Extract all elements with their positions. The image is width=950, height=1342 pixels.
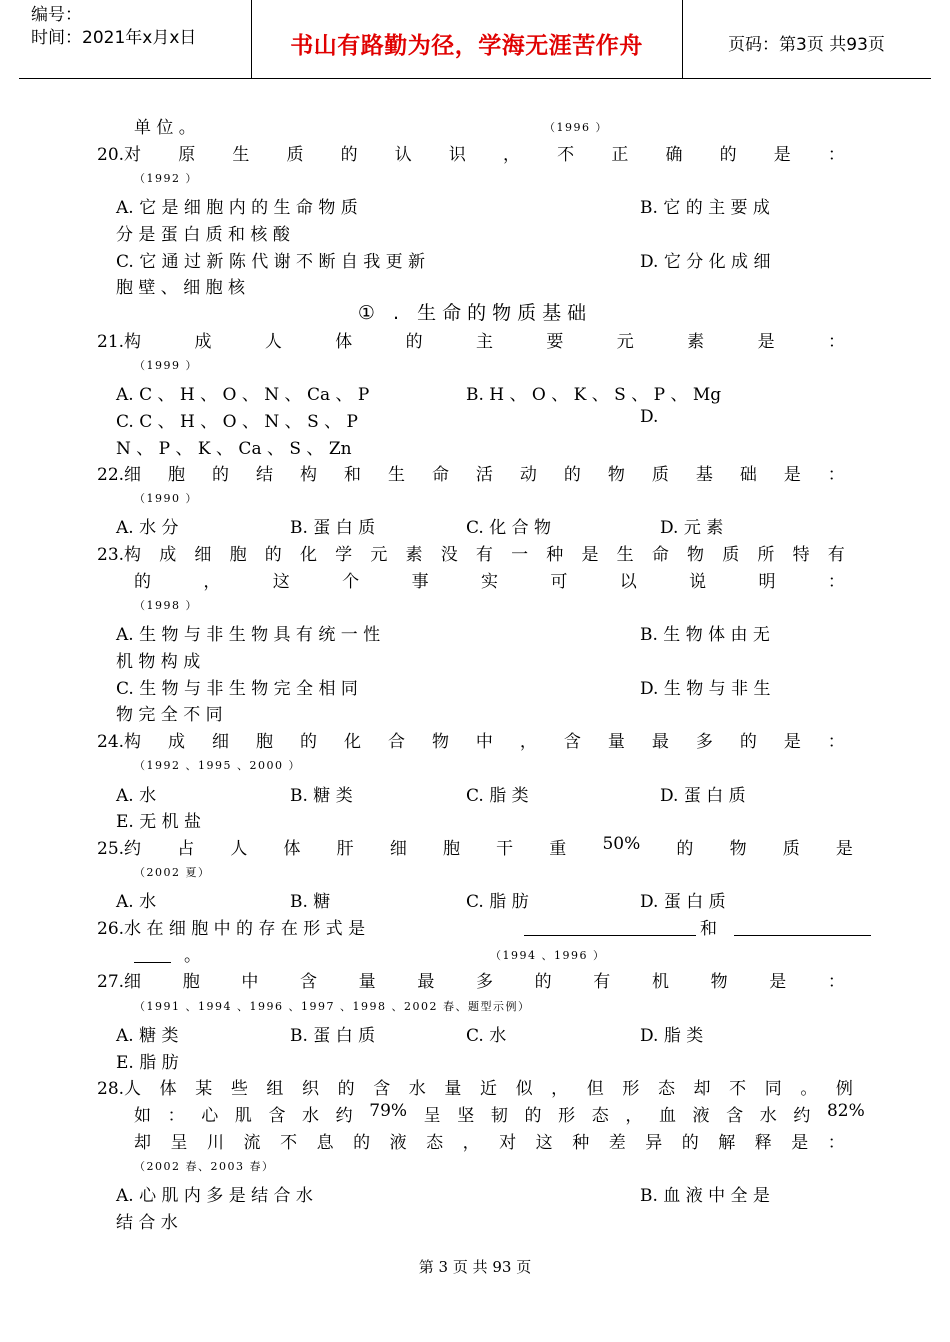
text-token: 是 xyxy=(581,545,599,565)
text-token: 物 xyxy=(431,732,449,752)
text-token: 的 xyxy=(340,145,358,165)
text-token: 79% xyxy=(369,1101,408,1121)
document-date-label: 时间：2021年x月x日 xyxy=(31,28,197,48)
text-token: 物 xyxy=(729,839,747,859)
text-token: 生 xyxy=(387,465,405,485)
text-token: 23.构 xyxy=(97,545,142,565)
page-footer: 第 3 页 共 93 页 xyxy=(418,1258,532,1276)
text-token: ： xyxy=(827,465,845,485)
text-token: ， xyxy=(203,572,221,592)
option-b: B. 蛋 白 质 xyxy=(290,1026,376,1046)
text-line xyxy=(0,113,950,143)
text-token: 正 xyxy=(611,145,629,165)
year-note: （1999 ） xyxy=(134,359,198,372)
question-28-stem xyxy=(97,1074,853,1104)
option-d: D. 它 分 化 成 细 xyxy=(640,252,771,272)
text-token: 胞 xyxy=(442,839,460,859)
text-token: 是 xyxy=(791,1133,809,1153)
text-token: 肌 xyxy=(234,1106,252,1126)
text-token: 多 xyxy=(475,972,493,992)
text-token: 主 xyxy=(476,332,493,352)
text-token: 心 xyxy=(201,1106,219,1126)
text-token: 构 xyxy=(299,465,317,485)
option-a: A. C 、 H 、 O 、 N 、 Ca 、 P xyxy=(116,385,370,405)
text-token: 命 xyxy=(431,465,449,485)
option-b-continued: 机 物 构 成 xyxy=(116,652,201,672)
option-d: D. 蛋 白 质 xyxy=(640,892,726,912)
text-token: 却 xyxy=(134,1133,151,1153)
text-token: 例 xyxy=(835,1079,853,1099)
question-26-text: 26.水 在 细 胞 中 的 存 在 形 式 是 xyxy=(97,919,366,939)
option-d: D. 生 物 与 非 生 xyxy=(640,679,771,699)
text-token: 最 xyxy=(417,972,435,992)
text-token: 含 xyxy=(726,1106,744,1126)
year-note: （1992 、1995 、2000 ） xyxy=(134,759,301,772)
text-token: 有 xyxy=(475,545,493,565)
text-token: 实 xyxy=(480,572,498,592)
text-token: 差 xyxy=(608,1133,626,1153)
text-token: ， xyxy=(625,1106,643,1126)
text-token: 是 xyxy=(783,465,801,485)
text-token: 的 xyxy=(676,839,694,859)
text-token: 的 xyxy=(563,465,581,485)
text-token: 含 xyxy=(373,1079,391,1099)
text-token: 个 xyxy=(342,572,360,592)
question-27-stem xyxy=(97,967,845,997)
text-token: 坚 xyxy=(457,1106,475,1126)
options-line xyxy=(0,620,950,650)
text-token: 以 xyxy=(619,572,637,592)
text-token: ： xyxy=(827,572,845,592)
text-token: 近 xyxy=(479,1079,497,1099)
option-a: A. 水 xyxy=(116,892,157,912)
text-token: 多 xyxy=(695,732,713,752)
options-line xyxy=(0,647,950,677)
option-e: E. 无 机 盐 xyxy=(116,812,202,832)
text-token: 量 xyxy=(607,732,625,752)
option-b: B. 血 液 中 全 是 xyxy=(640,1186,770,1206)
text-token: 24.构 xyxy=(97,732,142,752)
option-a: A. 心 肌 内 多 是 结 合 水 xyxy=(116,1186,313,1206)
option-c: C. 化 合 物 xyxy=(466,518,552,538)
document-number-label: 编号： xyxy=(31,5,82,25)
option-a: A. 糖 类 xyxy=(116,1026,179,1046)
text-token: 质 xyxy=(651,465,669,485)
options-line xyxy=(0,1208,950,1238)
text-token: 可 xyxy=(550,572,568,592)
text-token: 化 xyxy=(299,545,317,565)
text-token: 质 xyxy=(286,145,304,165)
option-c: C. 生 物 与 非 生 物 完 全 相 同 xyxy=(116,679,358,699)
text-token: 不 xyxy=(280,1133,298,1153)
text-token: 动 xyxy=(519,465,537,485)
option-b: B. 生 物 体 由 无 xyxy=(640,625,770,645)
text-token: 细 xyxy=(389,839,407,859)
text-token: 重 xyxy=(549,839,567,859)
question-23-stem xyxy=(97,540,845,570)
text-token: 结 xyxy=(256,465,273,485)
text-token: ， xyxy=(462,1133,480,1153)
option-c: C. 脂 类 xyxy=(466,786,529,806)
text-token: 呈 xyxy=(423,1106,441,1126)
text-token: 的 xyxy=(524,1106,542,1126)
text-token: 化 xyxy=(343,732,361,752)
option-d: D. xyxy=(640,407,659,427)
options-line xyxy=(0,513,950,543)
text-token: 有 xyxy=(593,972,611,992)
text-token: 素 xyxy=(405,545,423,565)
text-token: 物 xyxy=(687,545,705,565)
text-token: ： xyxy=(827,972,845,992)
text-token: 态 xyxy=(426,1133,444,1153)
option-d-continued: 物 完 全 不 同 xyxy=(116,705,223,725)
text-token: 20.对 xyxy=(97,145,142,165)
answer-blank[interactable] xyxy=(524,914,696,936)
text-token: 量 xyxy=(444,1079,462,1099)
text-token: 中 xyxy=(475,732,493,752)
text-token: 形 xyxy=(558,1106,576,1126)
question-22-stem xyxy=(97,460,845,490)
text-token: 些 xyxy=(230,1079,248,1099)
text-token: 的 xyxy=(353,1133,371,1153)
text-token: 成 xyxy=(159,545,177,565)
text-token: 液 xyxy=(692,1106,710,1126)
year-note: （1994 、1996 ） xyxy=(490,949,606,962)
text-token: 82% xyxy=(826,1101,865,1121)
answer-blank[interactable] xyxy=(734,914,871,936)
text-token: ， xyxy=(503,145,521,165)
text-token: 含 xyxy=(563,732,581,752)
text-token: 的 xyxy=(719,145,737,165)
text-token: 组 xyxy=(266,1079,284,1099)
text-token: 细 xyxy=(212,732,230,752)
text-token: 元 xyxy=(370,545,388,565)
continued-text: 单 位 。 xyxy=(134,118,196,138)
text-token: 是 xyxy=(783,732,801,752)
text-token: 22.细 xyxy=(97,465,142,485)
question-26-and: 和 xyxy=(700,919,717,939)
text-token: 胞 xyxy=(229,545,247,565)
text-token: 识 xyxy=(448,145,466,165)
text-token: 21.构 xyxy=(97,332,142,352)
text-token: 异 xyxy=(645,1133,663,1153)
text-token: 的 xyxy=(264,545,282,565)
text-token: 命 xyxy=(651,545,669,565)
text-token: 这 xyxy=(272,572,290,592)
option-a: A. 它 是 细 胞 内 的 生 命 物 质 xyxy=(116,198,358,218)
option-b-continued: 分 是 蛋 白 质 和 核 酸 xyxy=(116,225,290,245)
text-token: 流 xyxy=(243,1133,261,1153)
question-23-stem-line-2 xyxy=(134,567,845,597)
option-d: D. 蛋 白 质 xyxy=(660,786,746,806)
question-26-end: 。 xyxy=(184,946,201,966)
options-line xyxy=(0,380,950,410)
text-token: 胞 xyxy=(168,465,186,485)
text-token: 成 xyxy=(168,732,186,752)
text-token: 体 xyxy=(335,332,353,352)
year-note: （1991 、1994 、1996 、1997 、1998 、2002 春、题型示例） xyxy=(134,1000,531,1013)
question-25-stem xyxy=(97,834,853,864)
text-token: 胞 xyxy=(182,972,200,992)
text-token: 活 xyxy=(475,465,493,485)
options-line xyxy=(0,407,950,437)
option-d: D. 脂 类 xyxy=(640,1026,704,1046)
text-token: 的 xyxy=(134,572,151,592)
text-token: 含 xyxy=(268,1106,286,1126)
option-b: B. 它 的 主 要 成 xyxy=(640,198,770,218)
text-token: ： xyxy=(167,1106,185,1126)
text-token: 最 xyxy=(651,732,669,752)
text-token: 干 xyxy=(496,839,514,859)
options-line xyxy=(0,1181,950,1211)
text-token: ， xyxy=(551,1079,569,1099)
text-token: 基 xyxy=(695,465,713,485)
text-token: 某 xyxy=(195,1079,213,1099)
text-token: ： xyxy=(827,1133,845,1153)
text-token: 呈 xyxy=(170,1133,188,1153)
text-token: 态 xyxy=(591,1106,609,1126)
text-token: 种 xyxy=(572,1133,590,1153)
text-token: 生 xyxy=(232,145,250,165)
question-20-stem xyxy=(97,140,845,170)
text-token: 所 xyxy=(757,545,775,565)
text-token: 胞 xyxy=(256,732,273,752)
text-token: 27.细 xyxy=(97,972,142,992)
text-token: 是 xyxy=(769,972,787,992)
text-token: 却 xyxy=(693,1079,711,1099)
option-b: B. 糖 xyxy=(290,892,331,912)
text-token: 要 xyxy=(546,332,564,352)
text-token: 肝 xyxy=(336,839,354,859)
text-token: 水 xyxy=(302,1106,320,1126)
text-token: 形 xyxy=(622,1079,640,1099)
text-token: 量 xyxy=(358,972,376,992)
page-header xyxy=(19,0,931,79)
text-token: 液 xyxy=(389,1133,407,1153)
text-token: 息 xyxy=(316,1133,334,1153)
text-token: 28.人 xyxy=(97,1079,142,1099)
text-token: 础 xyxy=(739,465,757,485)
text-token: 的 xyxy=(739,732,757,752)
option-b: B. 蛋 白 质 xyxy=(290,518,376,538)
text-token: 织 xyxy=(302,1079,320,1099)
text-token: 没 xyxy=(440,545,458,565)
text-token: 25.约 xyxy=(97,839,142,859)
text-token: 成 xyxy=(194,332,212,352)
question-28-stem-line-3 xyxy=(134,1128,845,1158)
text-token: 种 xyxy=(546,545,564,565)
text-token: 特 xyxy=(792,545,810,565)
options-line xyxy=(0,220,950,250)
text-token: 这 xyxy=(535,1133,553,1153)
text-token: 川 xyxy=(207,1133,225,1153)
text-token: 占 xyxy=(177,839,195,859)
option-d: D. 元 素 xyxy=(660,518,724,538)
text-token: 释 xyxy=(754,1133,772,1153)
text-token: 是 xyxy=(773,145,791,165)
text-token: 水 xyxy=(759,1106,777,1126)
question-26-stem xyxy=(0,914,950,944)
text-token: 一 xyxy=(511,545,529,565)
option-a: A. 生 物 与 非 生 物 具 有 统 一 性 xyxy=(116,625,381,645)
text-token: 学 xyxy=(335,545,353,565)
text-token: 确 xyxy=(665,145,683,165)
text-token: 水 xyxy=(408,1079,426,1099)
text-token: 。 xyxy=(800,1079,818,1099)
header-motto: 书山有路勤为径，学海无涯苦作舟 xyxy=(290,33,643,59)
text-token: 物 xyxy=(710,972,728,992)
text-token: 细 xyxy=(194,545,212,565)
option-a: A. 水 xyxy=(116,786,157,806)
text-token: 合 xyxy=(387,732,405,752)
section-heading: ① . 生命的物质基础 xyxy=(357,302,593,324)
option-b: B. H 、 O 、 K 、 S 、 P 、 Mg xyxy=(466,385,722,405)
option-a: A. 水 分 xyxy=(116,518,179,538)
option-c: C. C 、 H 、 O 、 N 、 S 、 P xyxy=(116,412,358,432)
text-token: 元 xyxy=(616,332,634,352)
year-note: （2002 春、2003 春） xyxy=(134,1160,275,1173)
answer-blank-continued[interactable] xyxy=(134,941,171,963)
question-28-stem-line-2 xyxy=(134,1101,865,1131)
header-page-info: 页码：第3页 共93页 xyxy=(728,35,885,55)
text-token: 似 xyxy=(515,1079,533,1099)
options-line xyxy=(0,193,950,223)
option-c: C. 脂 肪 xyxy=(466,892,529,912)
text-token: 血 xyxy=(658,1106,676,1126)
text-token: 机 xyxy=(651,972,669,992)
text-token: 的 xyxy=(299,732,317,752)
text-token: 50% xyxy=(602,834,641,854)
text-token: 认 xyxy=(394,145,412,165)
text-token: 人 xyxy=(264,332,282,352)
text-token: 态 xyxy=(657,1079,675,1099)
option-d-continued: N 、 P 、 K 、 Ca 、 S 、 Zn xyxy=(116,439,352,459)
question-21-stem xyxy=(97,327,845,357)
text-token: 物 xyxy=(607,465,625,485)
text-token: 原 xyxy=(178,145,196,165)
question-24-stem xyxy=(97,727,845,757)
text-token: 韧 xyxy=(490,1106,508,1126)
text-token: 和 xyxy=(343,465,361,485)
option-b-continued: 结 合 水 xyxy=(116,1213,178,1233)
text-token: 人 xyxy=(230,839,248,859)
text-token: 含 xyxy=(300,972,318,992)
text-token: 中 xyxy=(241,972,259,992)
text-token: 素 xyxy=(687,332,705,352)
text-token: 的 xyxy=(405,332,423,352)
text-token: 约 xyxy=(335,1106,353,1126)
text-token: ， xyxy=(519,732,537,752)
text-token: 质 xyxy=(782,839,800,859)
text-token: 同 xyxy=(764,1079,782,1099)
year-note: （1992 ） xyxy=(134,172,198,185)
text-token: 生 xyxy=(616,545,634,565)
text-token: 是 xyxy=(835,839,853,859)
text-token: 但 xyxy=(586,1079,604,1099)
text-token: 事 xyxy=(411,572,429,592)
year-note: （1996 ） xyxy=(544,121,608,134)
year-note: （2002 夏） xyxy=(134,866,211,879)
text-token: 明 xyxy=(758,572,776,592)
text-token: ： xyxy=(827,732,845,752)
option-d-continued: 胞 壁 、 细 胞 核 xyxy=(116,278,246,298)
text-token: 体 xyxy=(159,1079,177,1099)
text-token: 是 xyxy=(757,332,775,352)
text-token: 体 xyxy=(283,839,301,859)
text-token: 说 xyxy=(689,572,707,592)
options-line xyxy=(0,1021,950,1051)
text-token: ： xyxy=(827,332,845,352)
options-line xyxy=(0,807,950,837)
option-c: C. 它 通 过 新 陈 代 谢 不 断 自 我 更 新 xyxy=(116,252,426,272)
text-token: 质 xyxy=(722,545,740,565)
options-line xyxy=(0,887,950,917)
year-note: （1990 ） xyxy=(134,492,198,505)
text-token: 不 xyxy=(557,145,575,165)
text-token: 的 xyxy=(212,465,230,485)
text-token: 的 xyxy=(681,1133,699,1153)
text-token: 有 xyxy=(827,545,845,565)
option-b: B. 糖 类 xyxy=(290,786,353,806)
text-token: 对 xyxy=(499,1133,517,1153)
text-token: 解 xyxy=(718,1133,736,1153)
options-line xyxy=(0,700,950,730)
text-token: 如 xyxy=(134,1106,151,1126)
option-c: C. 水 xyxy=(466,1026,507,1046)
text-token: 约 xyxy=(793,1106,811,1126)
text-token: 的 xyxy=(337,1079,355,1099)
text-token: 的 xyxy=(534,972,552,992)
text-token: ： xyxy=(827,145,845,165)
option-e: E. 脂 肪 xyxy=(116,1053,179,1073)
year-note: （1998 ） xyxy=(134,599,198,612)
text-token: 不 xyxy=(729,1079,747,1099)
